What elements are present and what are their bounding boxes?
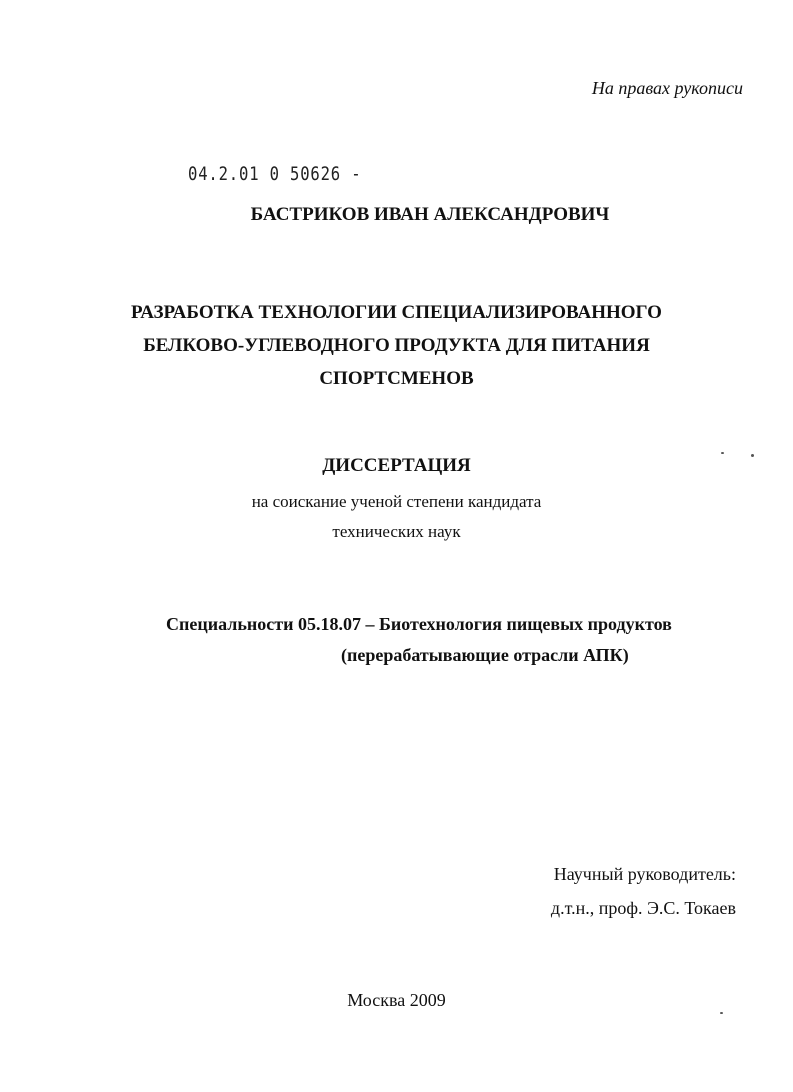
degree-line: технических наук bbox=[332, 522, 461, 541]
registration-code: 04.2.01 0 50626 - bbox=[188, 163, 362, 185]
degree-statement bbox=[0, 487, 793, 547]
degree-line: на соискание ученой степени кандидата bbox=[251, 492, 542, 511]
document-type: ДИССЕРТАЦИЯ bbox=[322, 455, 471, 476]
supervisor-label: Научный руководитель: bbox=[553, 864, 736, 884]
scan-speck bbox=[721, 452, 724, 454]
rights-note: На правах рукописи bbox=[591, 78, 743, 98]
dissertation-title bbox=[0, 296, 793, 395]
scan-speck bbox=[751, 454, 754, 457]
title-line: БЕЛКОВО-УГЛЕВОДНОГО ПРОДУКТА ДЛЯ ПИТАНИЯ bbox=[143, 335, 650, 356]
scan-speck bbox=[720, 1012, 723, 1014]
author-name: БАСТРИКОВ ИВАН АЛЕКСАНДРОВИЧ bbox=[250, 204, 610, 225]
title-line: РАЗРАБОТКА ТЕХНОЛОГИИ СПЕЦИАЛИЗИРОВАННОГО bbox=[131, 302, 662, 323]
supervisor-name: д.т.н., проф. Э.С. Токаев bbox=[550, 898, 736, 918]
specialty-line: Специальности 05.18.07 – Биотехнология пищевых продуктов bbox=[166, 614, 672, 634]
title-line: СПОРТСМЕНОВ bbox=[319, 368, 474, 389]
specialty-branch: (перерабатывающие отрасли АПК) bbox=[341, 645, 629, 665]
city-year: Москва 2009 bbox=[347, 990, 446, 1010]
